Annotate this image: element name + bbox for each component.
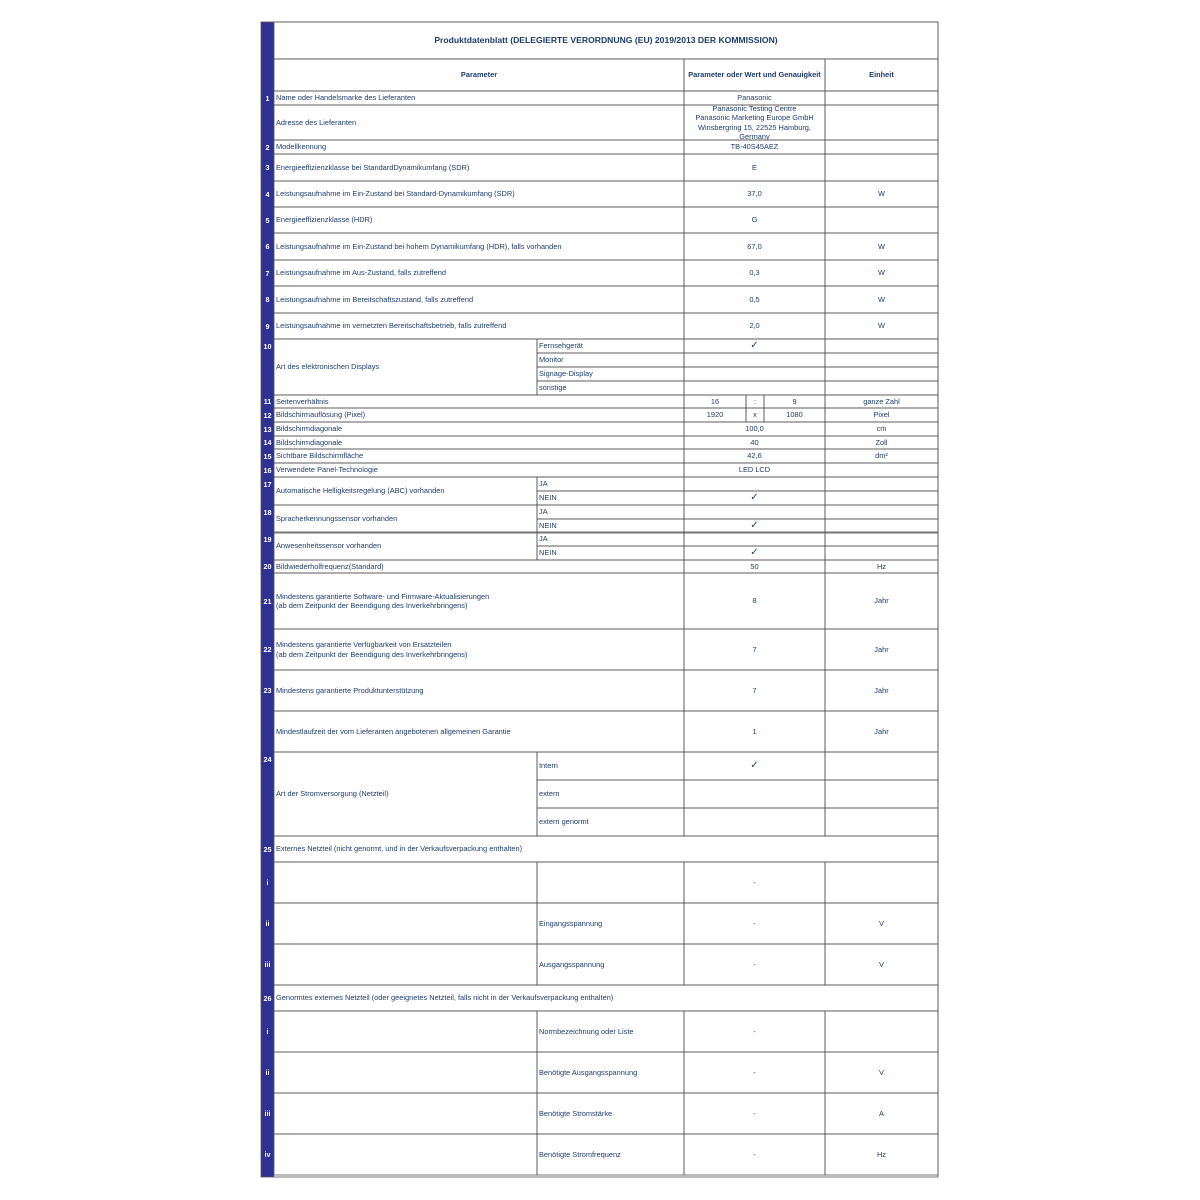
option-label: Signage-Display bbox=[539, 369, 593, 379]
row-number: 13 bbox=[263, 424, 272, 434]
sub-label: Benötigte Stromfrequenz bbox=[539, 1149, 621, 1159]
sub-number: i bbox=[266, 1027, 269, 1036]
param-label: Mindestens garantierte Produktunterstützung bbox=[276, 685, 424, 695]
row-number: 26 bbox=[263, 993, 272, 1003]
cell-border bbox=[825, 505, 938, 519]
option-ja: JA bbox=[539, 507, 548, 517]
param-label: Sichtbare Bildschirmfläche bbox=[276, 451, 364, 461]
param-label: Bildschirmdiagonale bbox=[276, 424, 343, 434]
param-unit: W bbox=[878, 321, 885, 331]
param-unit: W bbox=[878, 268, 885, 278]
sheet-title: Produktdatenblatt (DELEGIERTE VERORDNUNG (EU) 2019/2013 DER KOMMISSION) bbox=[434, 35, 778, 46]
param-value: TB-40S45AEZ bbox=[730, 142, 779, 152]
cell-border bbox=[274, 1052, 537, 1093]
cell-border bbox=[825, 339, 938, 353]
param-value: Panasonic Testing Centre Panasonic Marketing Europe GmbH Winsbergring 15, 22525 Hamburg, Germany bbox=[695, 105, 814, 140]
check-icon: ✓ bbox=[750, 759, 759, 771]
sub-unit: Hz bbox=[876, 1149, 887, 1159]
row-number: 10 bbox=[263, 342, 272, 351]
param-label: Energieeffizienzklasse (HDR) bbox=[276, 215, 373, 225]
option-nein: NEIN bbox=[539, 493, 557, 503]
param-value: 0,3 bbox=[749, 268, 760, 278]
cell-border bbox=[825, 463, 938, 477]
row-number: 6 bbox=[265, 242, 270, 251]
param-label: Leistungsaufnahme im Bereitschaftszustand, falls zutreffend bbox=[276, 294, 474, 304]
param-unit: Jahr bbox=[874, 596, 889, 606]
param-label: Name oder Handelsmarke des Lieferanten bbox=[276, 93, 416, 103]
cell-border bbox=[684, 367, 825, 381]
sub-number: ii bbox=[265, 919, 270, 928]
value-separator: x bbox=[753, 410, 757, 420]
param-label: Seitenverhältnis bbox=[276, 396, 329, 406]
cell-border bbox=[274, 1093, 537, 1134]
row-number: 19 bbox=[263, 535, 272, 544]
header-parameter: Parameter bbox=[460, 70, 498, 80]
sub-number: i bbox=[266, 878, 269, 887]
sub-label: Eingangsspannung bbox=[539, 918, 603, 928]
param-label: Automatische Helligkeitsregelung (ABC) vorhanden bbox=[276, 486, 445, 496]
row-number: 16 bbox=[263, 465, 272, 475]
param-unit: ganze Zahl bbox=[863, 396, 900, 406]
sub-number: ii bbox=[265, 1068, 270, 1077]
sub-value: - bbox=[753, 959, 756, 969]
param-label: Adresse des Lieferanten bbox=[276, 117, 357, 127]
param-unit: Pixel bbox=[873, 410, 890, 420]
param-value: 7 bbox=[752, 644, 757, 654]
value-separator: : bbox=[753, 396, 757, 406]
option-label: sonstige bbox=[539, 383, 567, 393]
cell-border bbox=[274, 1011, 537, 1052]
cell-border bbox=[825, 367, 938, 381]
param-label: Bildschirmauflösung (Pixel) bbox=[276, 410, 366, 420]
param-label: Art der Stromversorgung (Netzteil) bbox=[276, 789, 389, 799]
option-ja: JA bbox=[539, 534, 548, 544]
param-label: Mindestens garantierte Software- und Firmware-Aktualisierungen (ab dem Zeitpunkt der Beendigung des Inverkehrbringens) bbox=[276, 591, 490, 610]
row-number: 2 bbox=[265, 142, 270, 152]
cell-border bbox=[825, 353, 938, 367]
param-value: 40 bbox=[750, 437, 759, 447]
cell-border bbox=[684, 505, 825, 519]
cell-border bbox=[825, 546, 938, 560]
cell-border bbox=[684, 477, 825, 491]
param-unit: cm bbox=[876, 424, 887, 434]
sub-unit: A bbox=[879, 1108, 884, 1118]
sub-number: iii bbox=[264, 1109, 271, 1118]
header-unit: Einheit bbox=[869, 70, 894, 80]
value-part-2: 1080 bbox=[786, 410, 803, 420]
param-unit: Zoll bbox=[875, 437, 888, 447]
param-label: Anwesenheitssensor vorhanden bbox=[276, 541, 382, 551]
param-label: Leistungsaufnahme im vernetzten Bereitschaftsbetrieb, falls zutreffend bbox=[276, 321, 507, 331]
product-data-sheet bbox=[261, 22, 938, 1177]
param-value: 8 bbox=[752, 596, 757, 606]
cell-border bbox=[825, 140, 938, 154]
param-label: Modellkennung bbox=[276, 142, 327, 152]
cell-border bbox=[825, 105, 938, 140]
param-label: Mindestens garantierte Verfügbarkeit von Ersatzteilen (ab dem Zeitpunkt der Beendigung des Inverkehrbringens) bbox=[276, 640, 468, 659]
sub-value: - bbox=[753, 1026, 756, 1036]
sub-unit: V bbox=[879, 1067, 884, 1077]
row-number: 9 bbox=[265, 321, 270, 331]
option-label: Intern bbox=[539, 761, 558, 771]
sub-value: - bbox=[753, 918, 756, 928]
cell-border bbox=[825, 477, 938, 491]
param-label: Spracherkennungssensor vorhanden bbox=[276, 514, 398, 524]
param-label: Energieeffizienzklasse bei StandardDynamikumfang (SDR) bbox=[276, 162, 470, 172]
check-icon: ✓ bbox=[750, 339, 759, 351]
param-unit: dm² bbox=[875, 451, 888, 461]
cell-border bbox=[684, 532, 825, 546]
param-label: Verwendete Panel-Technologie bbox=[276, 465, 378, 475]
cell-border bbox=[825, 780, 938, 808]
param-unit: W bbox=[878, 294, 885, 304]
header-value: Parameter oder Wert und Genauigkeit bbox=[688, 70, 821, 80]
sub-unit bbox=[825, 1011, 938, 1052]
sub-value: - bbox=[753, 877, 756, 887]
param-value: LED LCD bbox=[738, 465, 771, 475]
row-number: 12 bbox=[263, 410, 272, 420]
row-number: 17 bbox=[263, 480, 272, 489]
option-nein: NEIN bbox=[539, 521, 557, 531]
row-number: 4 bbox=[265, 189, 270, 199]
sub-unit: V bbox=[879, 918, 884, 928]
row-number: 25 bbox=[263, 844, 272, 854]
sub-label bbox=[537, 862, 684, 903]
row-number: 11 bbox=[263, 397, 272, 406]
param-value: 100,0 bbox=[745, 424, 764, 434]
cell-border bbox=[825, 207, 938, 233]
param-value: G bbox=[751, 215, 758, 225]
param-unit: W bbox=[878, 189, 885, 199]
sub-label: Normbezeichnung oder Liste bbox=[539, 1026, 634, 1036]
cell-border bbox=[274, 903, 537, 944]
cell-border bbox=[274, 1134, 537, 1175]
row-number: 3 bbox=[265, 163, 270, 172]
row-number: 7 bbox=[265, 268, 270, 278]
option-ja: JA bbox=[539, 479, 548, 489]
check-icon: ✓ bbox=[750, 491, 759, 503]
sub-unit bbox=[825, 862, 938, 903]
param-value: 37,0 bbox=[747, 189, 762, 199]
option-label: extern genormt bbox=[539, 817, 589, 827]
param-value: 1 bbox=[752, 726, 757, 736]
row-number: 20 bbox=[263, 562, 272, 571]
param-unit: Jahr bbox=[874, 685, 889, 695]
sub-value: - bbox=[753, 1149, 756, 1159]
sub-value: - bbox=[753, 1108, 756, 1118]
row-number: 14 bbox=[263, 438, 272, 447]
param-label: Leistungsaufnahme im Ein-Zustand bei Standard-Dynamikumfang (SDR) bbox=[276, 189, 515, 199]
param-value: 2,0 bbox=[749, 321, 760, 331]
option-label: extern bbox=[539, 789, 560, 799]
param-value: 0,5 bbox=[749, 294, 760, 304]
row-number: 15 bbox=[263, 451, 272, 461]
sub-unit: V bbox=[879, 959, 884, 969]
param-value: E bbox=[752, 162, 757, 172]
cell-border bbox=[825, 752, 938, 780]
row-number: 23 bbox=[263, 686, 272, 695]
param-label: Bildschirmdiagonale bbox=[276, 437, 343, 447]
option-nein: NEIN bbox=[539, 548, 557, 558]
sub-number: iv bbox=[264, 1150, 271, 1159]
param-unit: Jahr bbox=[874, 726, 889, 736]
param-value: 67,0 bbox=[747, 241, 762, 251]
cell-border bbox=[825, 381, 938, 395]
row-number: 5 bbox=[265, 215, 270, 225]
cell-border bbox=[684, 381, 825, 395]
param-label: Leistungsaufnahme im Ein-Zustand bei hohem Dynamikumfang (HDR), falls vorhanden bbox=[276, 241, 562, 251]
cell-border bbox=[825, 808, 938, 836]
value-part-1: 1920 bbox=[706, 410, 724, 420]
section-label: Genormtes externes Netzteil (oder geeignetes Netzteil, falls nicht in der Verkaufsverpackung enthalten) bbox=[276, 993, 614, 1003]
param-value: 50 bbox=[750, 561, 759, 571]
sub-label: Benötigte Ausgangsspannung bbox=[539, 1067, 638, 1077]
cell-border bbox=[825, 154, 938, 181]
row-number: 8 bbox=[265, 295, 270, 304]
row-number: 18 bbox=[263, 508, 272, 517]
cell-border bbox=[684, 808, 825, 836]
param-label: Leistungsaufnahme im Aus-Zustand, falls zutreffend bbox=[276, 268, 446, 278]
sub-value: - bbox=[753, 1067, 756, 1077]
section-label: Externes Netzteil (nicht genormt, und in der Verkaufsverpackung enthalten) bbox=[276, 844, 523, 854]
value-part-1: 16 bbox=[710, 396, 720, 406]
param-label: Bildwiederholfrequenz(Standard) bbox=[276, 561, 384, 571]
cell-border bbox=[684, 780, 825, 808]
cell-border bbox=[825, 91, 938, 105]
check-icon: ✓ bbox=[750, 546, 759, 558]
cell-border bbox=[274, 862, 537, 903]
check-icon: ✓ bbox=[750, 519, 759, 531]
option-label: Fernsehgerät bbox=[539, 341, 583, 351]
param-value: 42,6 bbox=[747, 451, 762, 461]
row-number: 21 bbox=[263, 596, 272, 606]
param-value: Panasonic bbox=[737, 93, 772, 103]
sub-label: Benötigte Stromstärke bbox=[539, 1108, 613, 1118]
cell-border bbox=[825, 519, 938, 533]
row-number: 1 bbox=[265, 93, 270, 103]
param-label: Art des elektronischen Displays bbox=[276, 362, 380, 372]
row-number: 22 bbox=[263, 645, 272, 654]
row-number: 24 bbox=[263, 755, 272, 764]
cell-border bbox=[274, 944, 537, 985]
param-value: 7 bbox=[752, 685, 757, 695]
value-part-2: 9 bbox=[792, 396, 797, 406]
param-unit: Jahr bbox=[874, 644, 889, 654]
param-label: Mindestlaufzeit der vom Lieferanten angebotenen allgemeinen Garantie bbox=[276, 726, 511, 736]
sub-label: Ausgangsspannung bbox=[539, 959, 605, 969]
param-unit: Hz bbox=[876, 561, 887, 571]
cell-border bbox=[684, 353, 825, 367]
cell-border bbox=[825, 532, 938, 546]
cell-border bbox=[825, 491, 938, 505]
sub-number: iii bbox=[264, 960, 271, 969]
param-unit: W bbox=[878, 241, 885, 251]
option-label: Monitor bbox=[539, 355, 564, 365]
